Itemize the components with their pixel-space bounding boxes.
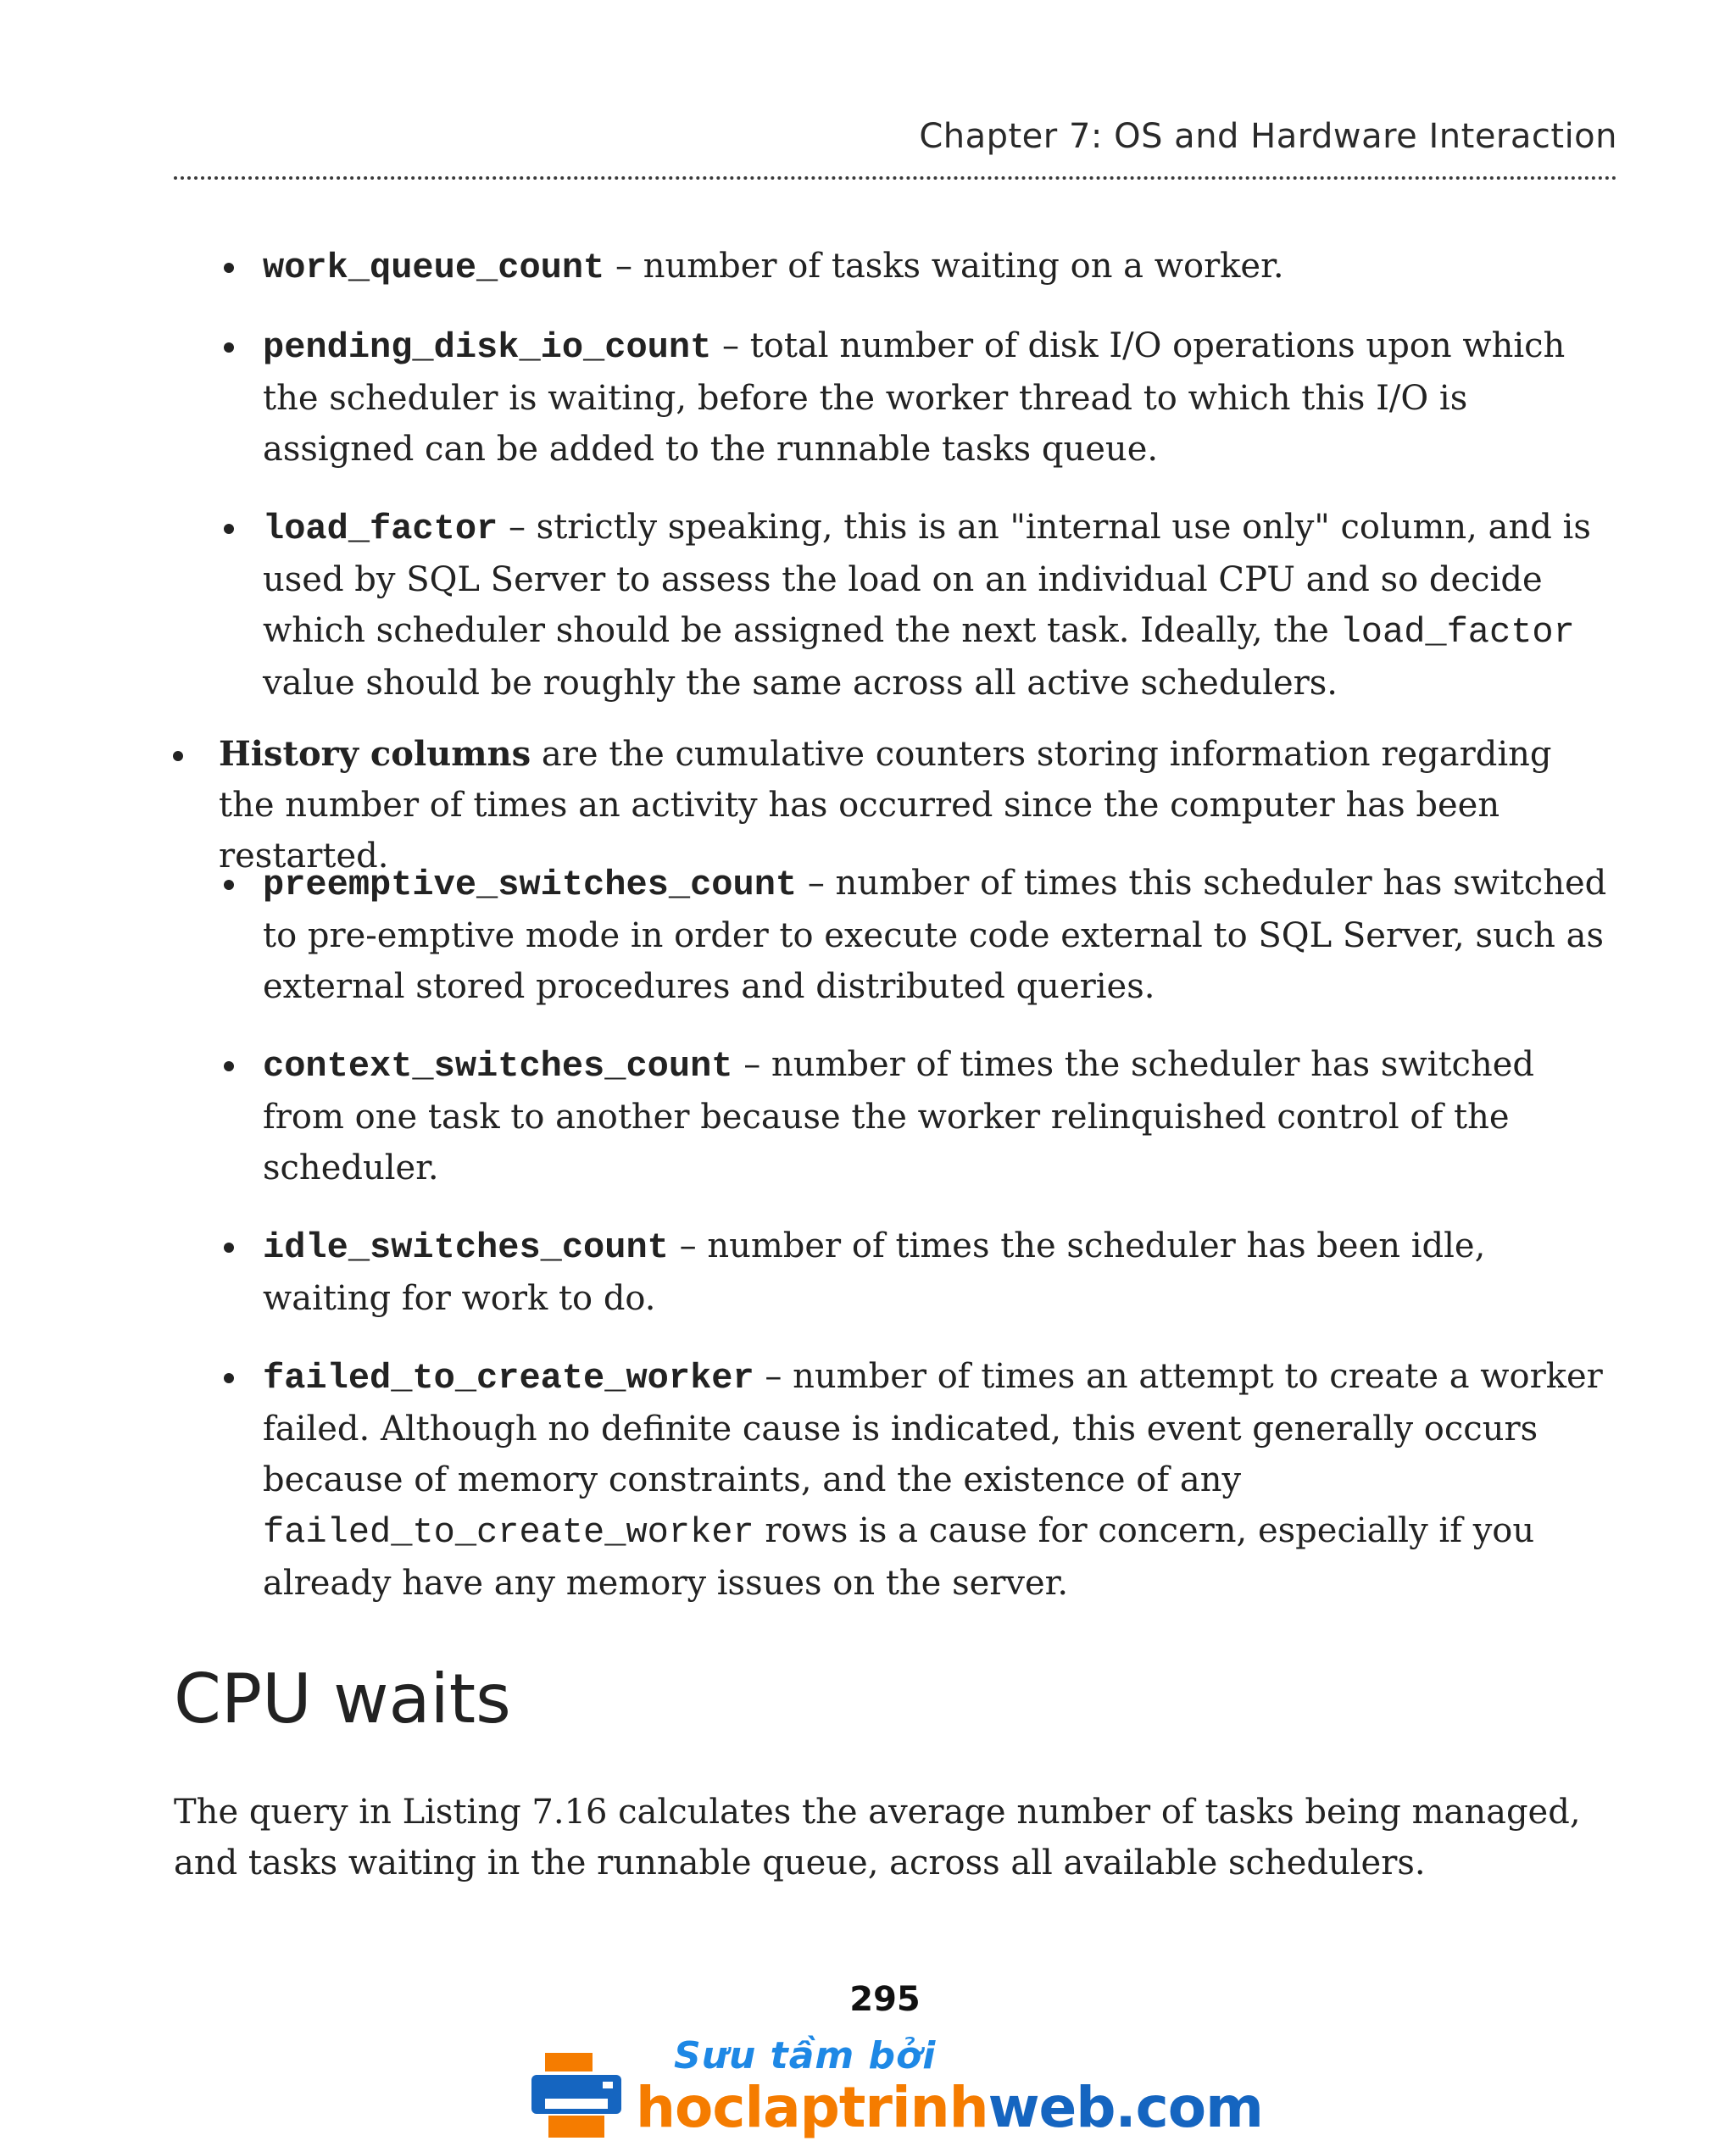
inline-code: failed_to_create_worker xyxy=(263,1512,754,1553)
body-paragraph: The query in Listing 7.16 calculates the average number of tasks being managed, and tasks waiting in the runnable queue, across all available schedulers. xyxy=(174,1793,1581,1882)
page-number: 295 xyxy=(849,1980,921,2019)
running-head: Chapter 7: OS and Hardware Interaction xyxy=(919,117,1617,156)
item-description-end: value should be roughly the same across all active schedulers. xyxy=(263,664,1338,703)
item-description: – number of times the scheduler has switched from one task to another because the worker relinquished control of the scheduler. xyxy=(263,1045,1534,1187)
column-term: preemptive_switches_count xyxy=(263,865,798,905)
load-columns-list xyxy=(263,241,1617,736)
bullet-icon xyxy=(224,1373,234,1383)
list-item xyxy=(263,1039,1617,1193)
item-description: – number of times an attempt to create a worker failed. Although no definite cause is indicated, this event generally occurs because of memory constraints, and the existence of any xyxy=(263,1357,1603,1499)
bullet-icon xyxy=(224,342,234,353)
column-term: failed_to_create_worker xyxy=(263,1358,754,1399)
item-description: – strictly speaking, this is an "internal use only" column, and is used by SQL Server to assess the load on an individual CPU and so decide which scheduler should be assigned the next task. Ideally, the xyxy=(263,508,1591,650)
inline-code: load_factor xyxy=(1339,612,1575,653)
bullet-icon xyxy=(173,751,183,761)
bullet-icon xyxy=(224,263,234,273)
item-description: – number of times the scheduler has been idle, waiting for work to do. xyxy=(263,1226,1486,1318)
list-item xyxy=(263,320,1617,475)
list-item xyxy=(263,858,1617,1012)
bullet-icon xyxy=(224,880,234,890)
item-description: – total number of disk I/O operations upon which the scheduler is waiting, before the worker thread to which this I/O is assigned can be added to the runnable tasks queue. xyxy=(263,326,1566,469)
history-columns-list xyxy=(263,858,1617,1636)
bullet-icon xyxy=(224,1061,234,1071)
column-term: load_factor xyxy=(263,509,498,549)
column-term: pending_disk_io_count xyxy=(263,327,712,368)
section-heading: CPU waits xyxy=(174,1660,511,1738)
history-description: are the cumulative counters storing information regarding the number of times an activity has occurred since the computer has been restarted. xyxy=(219,735,1552,876)
item-description: – number of tasks waiting on a worker. xyxy=(604,247,1284,286)
column-term: work_queue_count xyxy=(263,247,605,288)
list-item xyxy=(263,1221,1617,1324)
printer-logo-icon xyxy=(530,2048,623,2141)
column-term: context_switches_count xyxy=(263,1046,733,1087)
header-dotted-rule xyxy=(174,176,1617,180)
watermark-site-part-1: hoclaptrinh xyxy=(636,2075,988,2140)
item-description: – number of times this scheduler has switched to pre-emptive mode in order to execute code external to SQL Server, such as external stored procedures and distributed queries. xyxy=(263,864,1607,1006)
watermark-site-part-2: web.com xyxy=(988,2075,1263,2140)
item-description-end: rows is a cause for concern, especially if you already have any memory issues on the server. xyxy=(263,1511,1535,1603)
bullet-icon xyxy=(224,1243,234,1253)
column-term: idle_switches_count xyxy=(263,1227,669,1268)
watermark-caption: Sưu tầm bởi xyxy=(674,2034,937,2077)
site-watermark xyxy=(530,2034,1263,2141)
watermark-site-name xyxy=(636,2075,1263,2140)
history-label: History columns xyxy=(219,734,531,774)
list-item xyxy=(263,502,1617,709)
list-item xyxy=(263,241,1617,293)
bullet-icon xyxy=(224,524,234,534)
list-item xyxy=(263,1351,1617,1609)
